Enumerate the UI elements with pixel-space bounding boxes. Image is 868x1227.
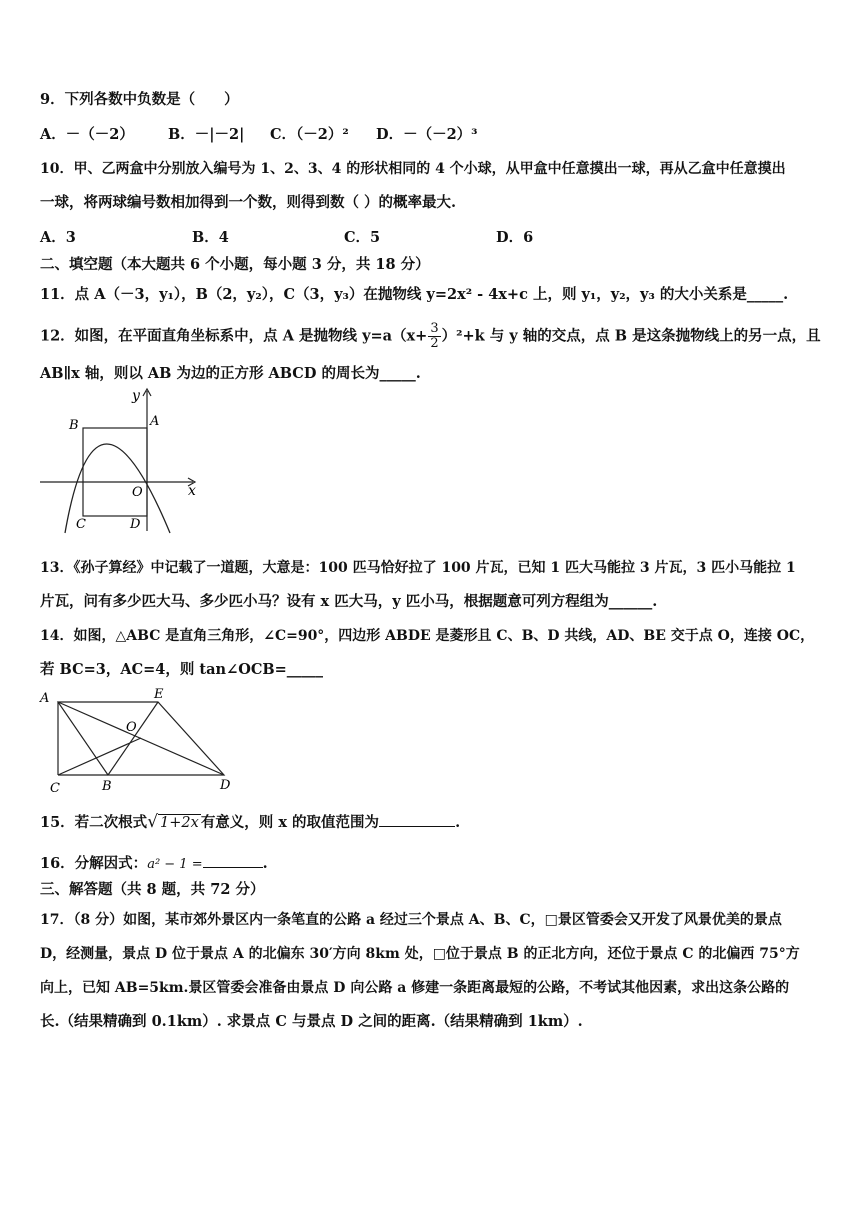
q12-figure [38,385,203,535]
q9-option-d: D．－（－2）³ [376,126,478,143]
q16-expr: a² − 1 = [147,857,203,872]
q9-option-b: B．－|－2| [168,126,245,143]
q9-option-a: A．－（－2） [40,126,134,143]
q12-label-o: O [132,485,143,500]
q12-label-a: A [150,414,160,429]
q12-label-b: B [69,418,79,433]
q14-segment-oc [58,738,141,775]
section3-heading: 三、解答题（共 8 题，共 72 分） [40,881,265,898]
q16-part2: . [262,855,268,872]
q14-line1: 14．如图，△ABC 是直角三角形，∠C=90°，四边形 ABDE 是菱形且 C、B、D 共线，AD、BE 交于点 O，连接 OC， [40,628,815,644]
q15-part1: 15．若二次根式 [40,814,148,831]
q11-text: 11．点 A（－3，y₁），B（2，y₂），C（3，y₃）在抛物线 y=2x² - 4x+c 上，则 y₁，y₂，y₃ 的大小关系是_____. [40,286,789,303]
q9-stem: 9．下列各数中负数是（ ） [40,91,239,108]
q17-line2: D，经测量，景点 D 位于景点 A 的北偏东 30′方向 8km 处，□位于景点 B 的正北方向，还位于景点 C 的北偏西 75°方 [40,946,800,962]
q12-line1 [40,322,821,351]
q10-line2: 一球，将两球编号数相加得到一个数，则得到数（ ）的概率最大. [40,194,457,211]
q15-answer-blank [379,812,455,827]
q14-label-e: E [154,687,164,702]
q12-line2: AB∥x 轴，则以 AB 为边的正方形 ABCD 的周长为_____. [40,365,421,382]
q14-label-c: C [50,781,60,796]
q14-figure [38,686,238,796]
q10-option-d: D．6 [496,229,534,246]
q12-fraction [428,322,440,351]
q14-line2: 若 BC=3，AC=4，则 tan∠OCB=_____ [40,661,324,678]
section2-heading: 二、填空题（本大题共 6 个小题，每小题 3 分，共 18 分） [40,256,430,273]
q15-radicand: 1+2x [160,815,199,831]
q15-part2: 有意义，则 x 的取值范围为 [200,814,380,831]
q16-answer-blank [203,853,263,868]
q14-label-a: A [40,691,50,706]
q12-label-c: C [76,517,86,532]
q10-option-c: C．5 [344,229,381,246]
q17-line3: 向上，已知 AB=5km.景区管委会准备由景点 D 向公路 a 修建一条距离最短的公路，不考试其他因素，求出这条公路的 [40,980,790,996]
q12-label-x: x [188,483,196,499]
q14-label-d: D [220,778,231,793]
q12-part1: 12．如图，在平面直角坐标系中，点 A 是抛物线 y=a（x+ [40,327,428,345]
q13-line2: 片瓦，问有多少匹大马、多少匹小马？设有 x 匹大马，y 匹小马，根据题意可列方程组为______. [40,593,658,610]
q10-option-b: B．4 [192,229,229,246]
q17-line1: 17．（8 分）如图，某市郊外景区内一条笔直的公路 a 经过三个景点 A、B、C，□景区管委会又开发了风景优美的景点 [40,912,782,928]
q12-label-y: y [132,388,140,404]
q15-line [40,812,460,833]
q12-part2: ）²+k 与 y 轴的交点，点 B 是这条抛物线上的另一点，且 [441,327,821,345]
q14-label-b: B [102,779,112,794]
q13-line1: 13．《孙子算经》中记载了一道题，大意是：100 匹马恰好拉了 100 片瓦，已知 1 匹大马能拉 3 片瓦，3 匹小马能拉 1 [40,560,796,576]
q12-frac-num: 3 [430,321,439,336]
q17-line4: 长.（结果精确到 0.1km）. 求景点 C 与景点 D 之间的距离.（结果精确到 1km）. [40,1013,583,1030]
q10-option-a: A．3 [40,229,76,246]
q15-part3: . [455,814,461,831]
q16-part1: 16．分解因式： [40,855,148,872]
q14-label-o: O [126,720,137,735]
q16-line [40,853,268,875]
q15-radical: √ 1+2x [147,812,199,832]
q10-line1: 10．甲、乙两盒中分别放入编号为 1、2、3、4 的形状相同的 4 个小球，从甲盒中任意摸出一球，再从乙盒中任意摸出 [40,161,786,177]
q14-diagonal-be [108,702,158,775]
q12-label-d: D [130,517,141,532]
q12-frac-den: 2 [430,336,439,351]
q12-square [83,428,147,516]
q9-option-c: C．（－2）² [270,126,349,143]
